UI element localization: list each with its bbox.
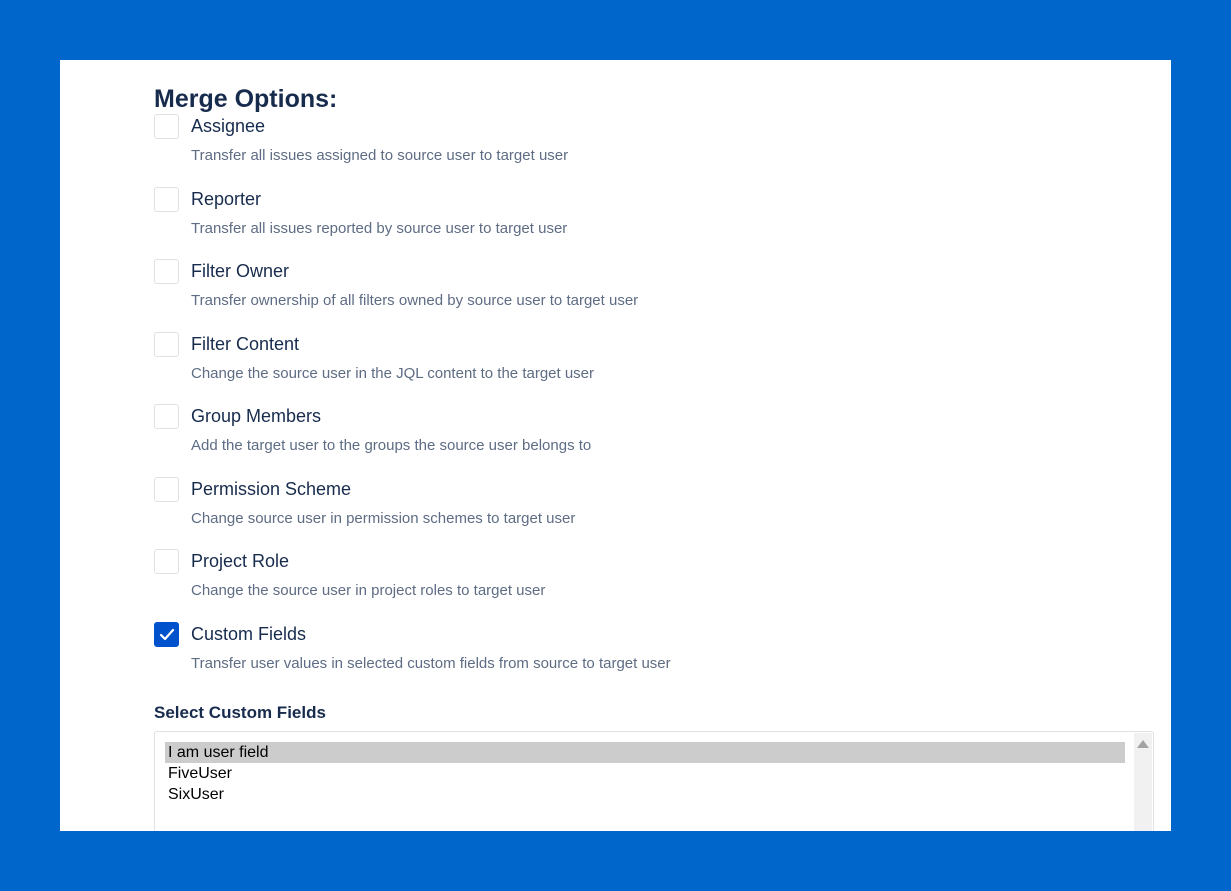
option-filter-content: [154, 332, 1154, 405]
reporter-label[interactable]: Reporter: [191, 188, 262, 209]
custom-fields-list: [165, 742, 1125, 805]
merge-options-form: [154, 84, 1154, 694]
custom-fields-label[interactable]: Custom Fields: [191, 623, 307, 644]
option-reporter: [154, 187, 1154, 260]
project-role-label[interactable]: Project Role: [191, 551, 290, 571]
option-filter-owner: [154, 259, 1154, 332]
option-assignee: [154, 114, 1154, 187]
custom-fields-checkbox[interactable]: [154, 622, 179, 647]
custom-fields-listbox[interactable]: [154, 731, 1154, 831]
option-group-members: [154, 404, 1154, 477]
select-custom-fields-label: Select Custom Fields: [154, 703, 326, 722]
list-item[interactable]: I am user field: [165, 742, 1125, 763]
filter-content-checkbox[interactable]: [154, 332, 179, 357]
merge-options-panel: [60, 60, 1171, 831]
permission-scheme-description: Change source user in permission schemes to target user: [191, 509, 576, 527]
assignee-checkbox[interactable]: [154, 114, 179, 139]
group-members-description: Add the target user to the groups the source user belongs to: [191, 437, 592, 454]
group-members-label[interactable]: Group Members: [191, 406, 322, 426]
group-members-checkbox[interactable]: [154, 404, 179, 429]
assignee-description: Transfer all issues assigned to source user to target user: [191, 147, 569, 164]
reporter-description: Transfer all issues reported by source user to target user: [191, 219, 568, 237]
reporter-checkbox[interactable]: [154, 187, 179, 212]
filter-content-label[interactable]: Filter Content: [191, 333, 300, 354]
option-project-role: [154, 549, 1154, 622]
list-item[interactable]: SixUser: [168, 786, 225, 803]
list-item[interactable]: FiveUser: [168, 765, 233, 782]
permission-scheme-label[interactable]: Permission Scheme: [191, 478, 352, 499]
listbox-scrollbar[interactable]: [1134, 733, 1152, 831]
permission-scheme-checkbox[interactable]: [154, 477, 179, 502]
filter-owner-checkbox[interactable]: [154, 259, 179, 284]
project-role-description: Change the source user in project roles to target user: [191, 582, 546, 599]
filter-content-description: Change the source user in the JQL content to the target user: [191, 364, 595, 382]
option-custom-fields: [154, 622, 1154, 695]
filter-owner-description: Transfer ownership of all filters owned by source user to target user: [191, 292, 639, 309]
checkmark-icon: [159, 628, 175, 642]
scroll-up-arrow-icon[interactable]: [1137, 740, 1149, 748]
page-title: Merge Options:: [154, 85, 338, 113]
custom-fields-description: Transfer user values in selected custom fields from source to target user: [191, 654, 671, 672]
option-permission-scheme: [154, 477, 1154, 550]
project-role-checkbox[interactable]: [154, 549, 179, 574]
filter-owner-label[interactable]: Filter Owner: [191, 261, 290, 281]
assignee-label[interactable]: Assignee: [191, 116, 266, 136]
